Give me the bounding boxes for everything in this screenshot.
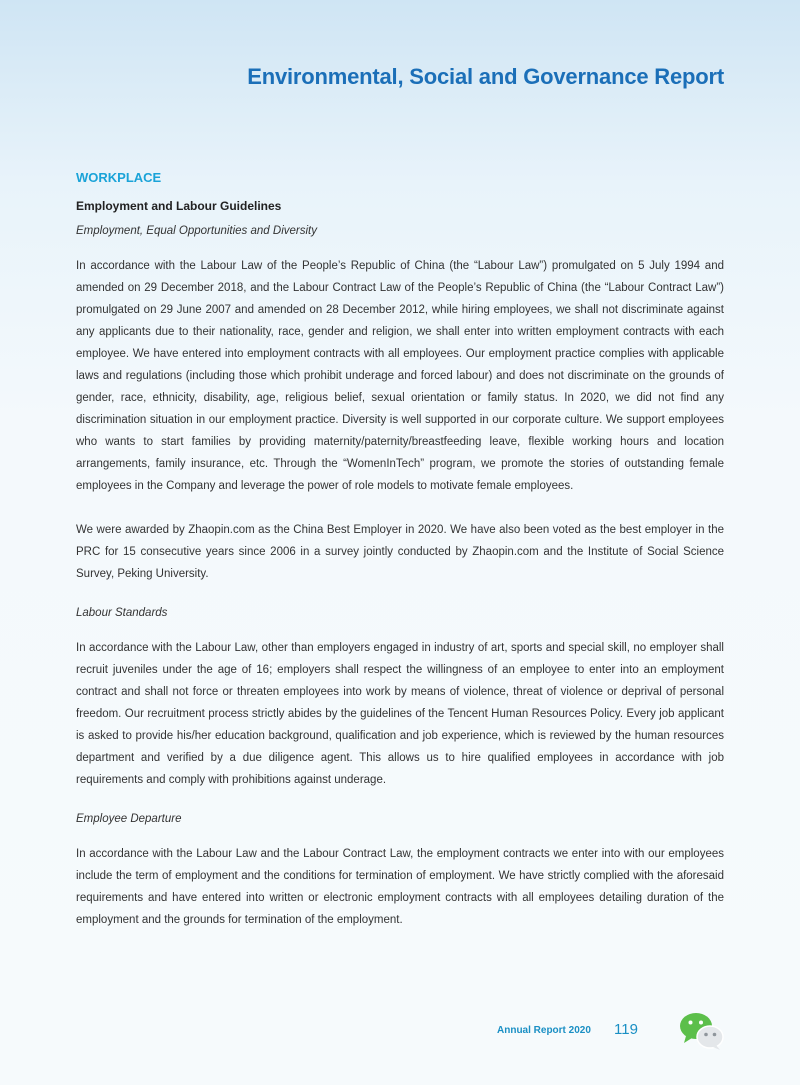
subsection-title: Employment, Equal Opportunities and Diversity	[76, 225, 317, 237]
section-subheading: Employment and Labour Guidelines	[76, 199, 282, 213]
wechat-logo-icon	[678, 1010, 726, 1052]
paragraph: We were awarded by Zhaopin.com as the China Best Employer in 2020. We have also been voted as the best employer in the PRC for 15 consecutive years since 2006 in a survey jointly conducted by Zhaopin.com and the Institute of Social Science Survey, Peking University.	[76, 524, 724, 580]
section-heading: WORKPLACE	[76, 170, 162, 185]
main-content	[76, 170, 724, 953]
paragraph: In accordance with the Labour Law of the People’s Republic of China (the “Labour Law”) promulgated on 5 July 1994 and amended on 29 December 2018, and the Labour Contract Law of the People’s Republic of China (the “Labour Contract Law”) promulgated on 29 June 2007 and amended on 28 December 2012, while hiring employees, we shall not discriminate against any applicants due to their nationality, race, gender and religion, we shall enter into written employment contracts with each employee. We have entered into employment contracts with all employees. Our employment practice complies with applicable laws and regulations (including those which prohibit underage and forced labour) and does not discriminate on the grounds of gender, race, ethnicity, disability, age, religious belief, sexual orientation or family status. In 2020, we did not find any discrimination situation in our employment practice. Diversity is well supported in our corporate culture. We support employees who wants to start families by providing maternity/paternity/breastfeeding leave, flexible working hours and location arrangements, family insurance, etc. Through the “WomenInTech” program, we promote the stories of outstanding female employees in the Company and leverage the power of role models to motivate female employees.	[76, 260, 724, 492]
paragraph: In accordance with the Labour Law, other than employers engaged in industry of art, sports and special skill, no employer shall recruit juveniles under the age of 16; employers shall respect the willingness of an employee to enter into an employment contract and shall not force or threaten employees into work by means of violence, threat of violence or deprival of personal freedom. Our recruitment process strictly abides by the guidelines of the Tencent Human Resources Policy. Every job applicant is asked to provide his/her education background, qualification and job experience, which is reviewed by the human resources department and verified by a due diligence agent. This allows us to hire qualified employees in accordance with job requirements and comply with prohibitions against underage.	[76, 642, 724, 786]
footer-report-label: Annual Report 2020	[497, 1025, 591, 1036]
subsection-title: Labour Standards	[76, 607, 168, 619]
page-number: 119	[614, 1021, 638, 1038]
subsection-title: Employee Departure	[76, 813, 182, 825]
report-title: Environmental, Social and Governance Report	[247, 64, 724, 89]
paragraph: In accordance with the Labour Law and the Labour Contract Law, the employment contracts we enter into with our employees include the term of employment and the conditions for termination of employment. We have strictly complied with the aforesaid requirements and have entered into written or electronic employment contracts with all employees detailing duration of the employment and the grounds for termination of the employment.	[76, 848, 724, 926]
